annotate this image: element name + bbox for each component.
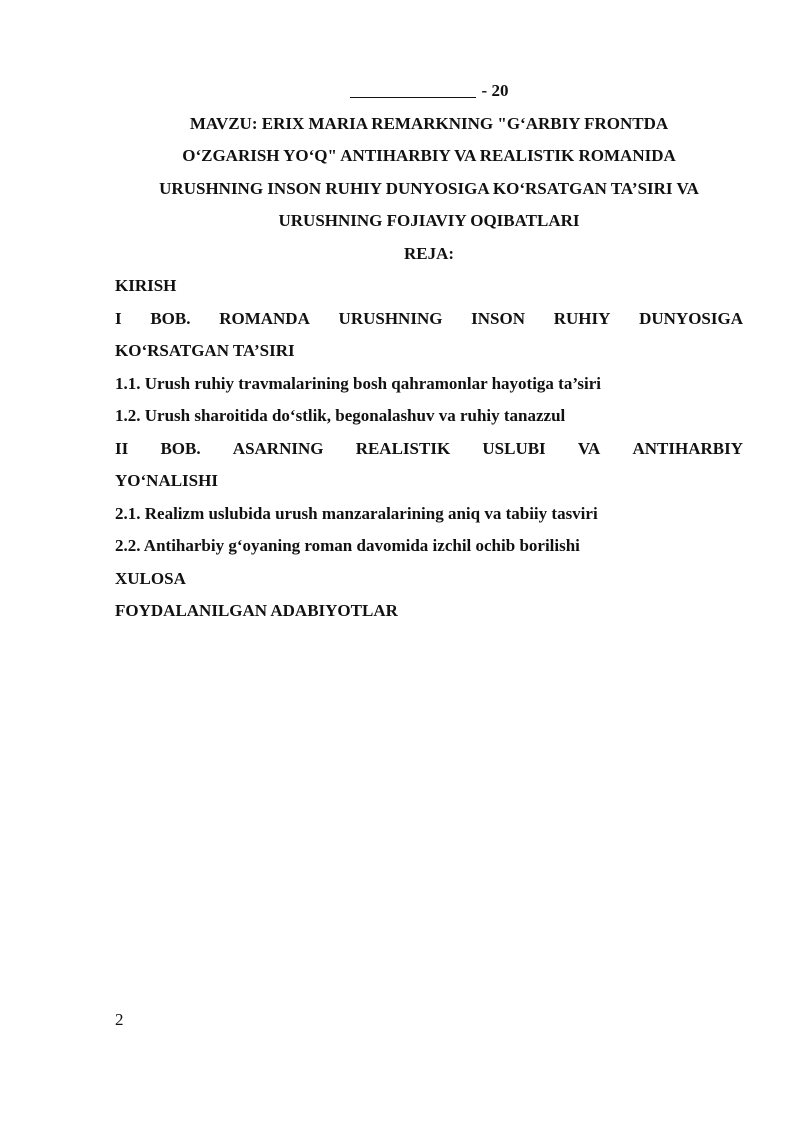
section-1-1: 1.1. Urush ruhiy travmalarining bosh qahramonlar hayotiga ta’siri [115, 373, 601, 393]
chapter-2-word: REALISTIK [355, 438, 451, 458]
outline-intro: KIRISH [115, 276, 177, 295]
chapter-2-word: ASARNING [232, 438, 324, 458]
chapter-2-word: VA [577, 438, 601, 458]
chapter-2-continuation: YO‘NALISHI [115, 471, 218, 490]
topic-number: - 20 [481, 81, 509, 100]
outline-references: FOYDALANILGAN ADABIYOTLAR [115, 601, 398, 620]
section-2-2: 2.2. Antiharbiy g‘oyaning roman davomida izchil ochib borilishi [115, 536, 580, 555]
section-1-2: 1.2. Urush sharoitida do‘stlik, begonalashuv va ruhiy tanazzul [115, 406, 566, 425]
outline-conclusion: XULOSA [115, 568, 186, 588]
topic-number-line [115, 75, 743, 108]
chapter-1-word: INSON [471, 308, 526, 328]
chapter-2-word: USLUBI [482, 438, 546, 458]
page-number: 2 [115, 1010, 124, 1029]
plan-heading: REJA: [403, 243, 455, 263]
section-2-1: 2.1. Realizm uslubida urush manzaralarining aniq va tabiiy tasviri [115, 503, 598, 523]
chapter-1-word: ROMANDA [219, 308, 310, 328]
chapter-1-word: DUNYOSIGA [639, 308, 743, 328]
chapter-1-word: URUSHNING [338, 308, 443, 328]
title-line-3: URUSHNING INSON RUHIY DUNYOSIGA KO‘RSATGAN TA’SIRI VA [159, 178, 699, 198]
chapter-1-word: RUHIY [553, 308, 611, 328]
chapter-2-word: BOB. [160, 438, 201, 458]
title-line-4: URUSHNING FOJIAVIY OQIBATLARI [278, 211, 580, 230]
title-line-1: MAVZU: ERIX MARIA REMARKNING "G‘ARBIY FRONTDA [189, 113, 669, 133]
blank-underline [350, 79, 476, 98]
chapter-1-word: BOB. [150, 308, 191, 328]
chapter-1-word: I [115, 308, 122, 328]
chapter-2-word: II [115, 438, 129, 458]
chapter-1-heading [115, 303, 743, 336]
page-content [115, 75, 743, 628]
chapter-2-word: ANTIHARBIY [632, 438, 743, 458]
chapter-1-continuation: KO‘RSATGAN TA’SIRI [115, 341, 295, 360]
chapter-2-heading [115, 433, 743, 466]
title-line-2: O‘ZGARISH YO‘Q" ANTIHARBIY VA REALISTIK ROMANIDA [182, 146, 676, 165]
